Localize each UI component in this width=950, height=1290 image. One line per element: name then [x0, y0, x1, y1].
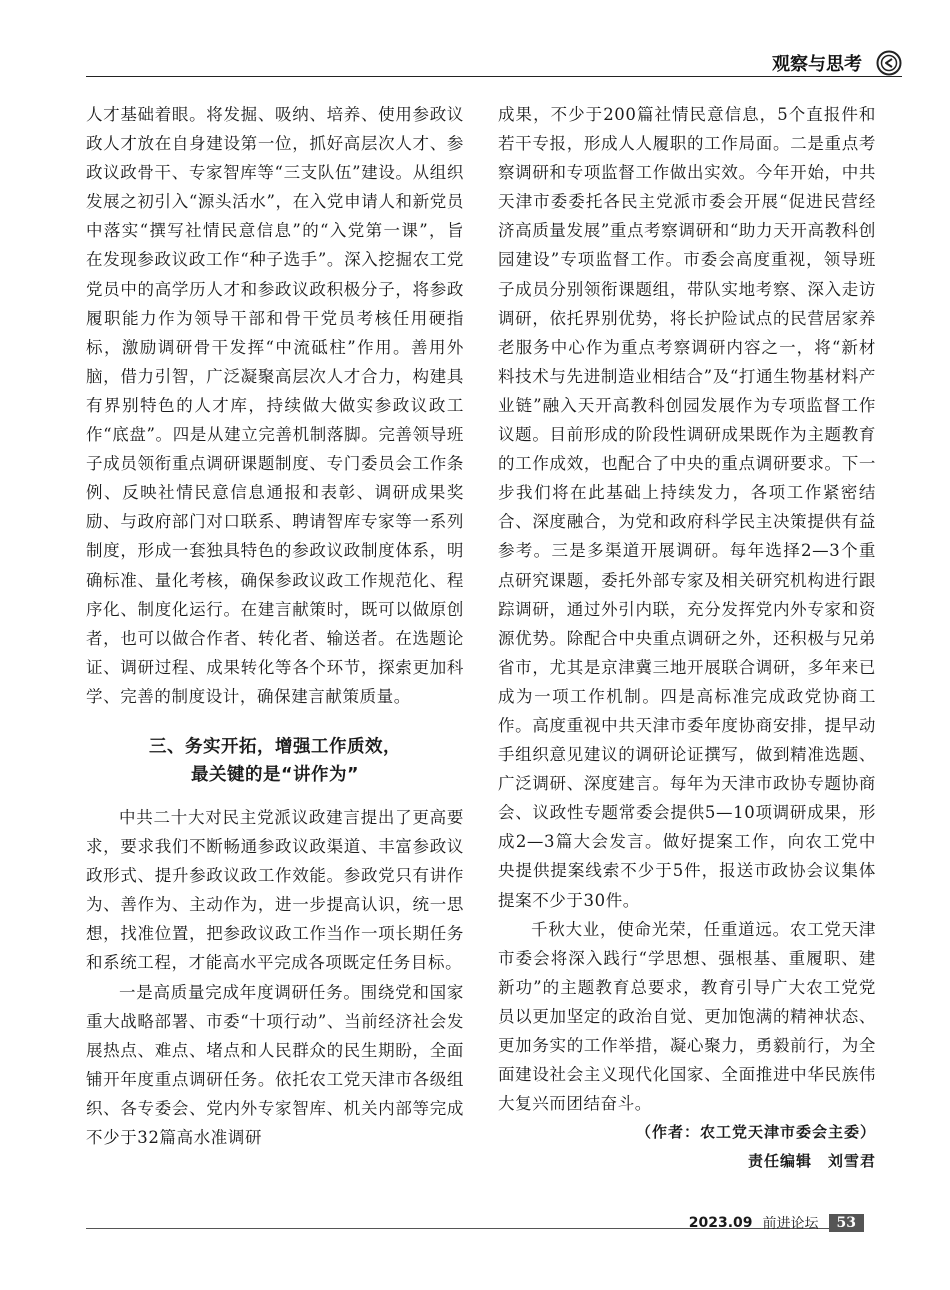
right-paragraph-1: 成果，不少于200篇社情民意信息，5个直报件和若干专报，形成人人履职的工作局面。二是重点考察调研和专项监督工作做出实效。今年开始，中共天津市委委托各民主党派市委会开展“促进民营经济高质量发展”重点考察调研和“助力天开高教科创园建设”专项监督工作。市委会高度重视，领导班子成员分别领衔课题组，带队实地考察、深入走访调研，依托界别优势，将长护险试点的民营居家养老服务中心作为重点考察调研内容之一，将“新材料技术与先进制造业相结合”及“打通生物基材料产业链”融入天开高教科创园发展作为专项监督工作议题。目前形成的阶段性调研成果既作为主题教育的工作成效，也配合了中央的重点调研要求。下一步我们将在此基础上持续发力，各项工作紧密结合、深度融合，为党和政府科学民主决策提供有益参考。三是多渠道开展调研。每年选择2—3个重点研究课题，委托外部专家及相关研究机构进行跟踪调研，通过外引内联，充分发挥党内外专家和资源优势。除配合中央重点调研之外，还积极与兄弟省市，尤其是京津冀三地开展联合调研，多年来已成为一项工作机制。四是高标准完成政党协商工作。高度重视中共天津市委年度协商安排，提早动手组织意见建议的调研论证撰写，做到精准选题、广泛调研、深度建言。每年为天津市政协专题协商会、议政性专题常委会提供5—10项调研成果，形成2—3篇大会发言。做好提案工作，向农工党中央提供提案线索不少于5件，报送市政协会议集体提案不少于30件。 [498, 105, 876, 910]
right-paragraph-2: 千秋大业，使命光荣，任重道远。农工党天津市委会将深入践行“学思想、强根基、重履职、建新功”的主题教育总要求，教育引导广大农工党党员以更加坚定的政治自觉、更加饱满的精神状态、更加务实的工作举措，凝心聚力，勇毅前行，为全面建设社会主义现代化国家、全面推进中华民族伟大复兴而团结奋斗。 [498, 919, 876, 1114]
right-column [498, 100, 876, 1176]
left-paragraph-1: 人才基础着眼。将发掘、吸纳、培养、使用参政议政人才放在自身建设第一位，抓好高层次人才、参政议政骨干、专家智库等“三支队伍”建设。从组织发展之初引入“源头活水”，在入党申请人和新党员中落实“撰写社情民意信息”的“入党第一课”，旨在发现参政议政工作“种子选手”。深入挖掘农工党党员中的高学历人才和参政议政积极分子，将参政履职能力作为领导干部和骨干党员考核任用硬指标，激励调研骨干发挥“中流砥柱”作用。善用外脑，借力引智，广泛凝聚高层次人才合力，构建具有界别特色的人才库，持续做大做实参政议政工作“底盘”。四是从建立完善机制落脚。完善领导班子成员领衔重点调研课题制度、专门委员会工作条例、反映社情民意信息通报和表彰、调研成果奖励、与政府部门对口联系、聘请智库专家等一系列制度，形成一套独具特色的参政议政制度体系，明确标准、量化考核，确保参政议政工作规范化、程序化、制度化运行。在建言献策时，既可以做原创者，也可以做合作者、转化者、输送者。在选题论证、调研过程、成果转化等各个环节，探索更加科学、完善的制度设计，确保建言献策质量。 [86, 105, 464, 706]
page-number: 53 [829, 1214, 864, 1232]
author-byline: （作者：农工党天津市委会主委） [635, 1123, 876, 1142]
section-heading [86, 733, 464, 789]
left-paragraph-3: 一是高质量完成年度调研任务。围绕党和国家重大战略部署、市委“十项行动”、当前经济社会发展热点、难点、堵点和人民群众的民生期盼，全面铺开年度重点调研任务。依托农工党天津市各级组织、各专委会、党内外专家智库、机关内部等完成不少于32篇高水准调研 [86, 982, 464, 1147]
page-footer [689, 1213, 864, 1233]
section-heading-line-1: 三、务实开拓，增强工作质效， [149, 736, 401, 757]
issue-number: 2023.09 [688, 1215, 753, 1231]
header-divider [86, 76, 902, 77]
section-heading-line-2: 最关键的是“讲作为” [190, 764, 359, 785]
left-paragraph-2: 中共二十大对民主党派议政建言提出了更高要求，要求我们不断畅通参政议政渠道、丰富参政议政形式、提升参政议政工作效能。参政党只有讲作为、善作为、主动作为，进一步提高认识，统一思想，找准位置，把参政议政工作当作一项长期任务和系统工程，才能高水平完成各项既定任务目标。 [86, 807, 464, 973]
left-column [86, 100, 464, 1152]
section-title: 观察与思考 [772, 54, 862, 75]
journal-name: 前进论坛 [762, 1216, 819, 1232]
editor-credit: 责任编辑 刘雪君 [747, 1152, 876, 1171]
circle-arrow-icon [876, 50, 902, 76]
